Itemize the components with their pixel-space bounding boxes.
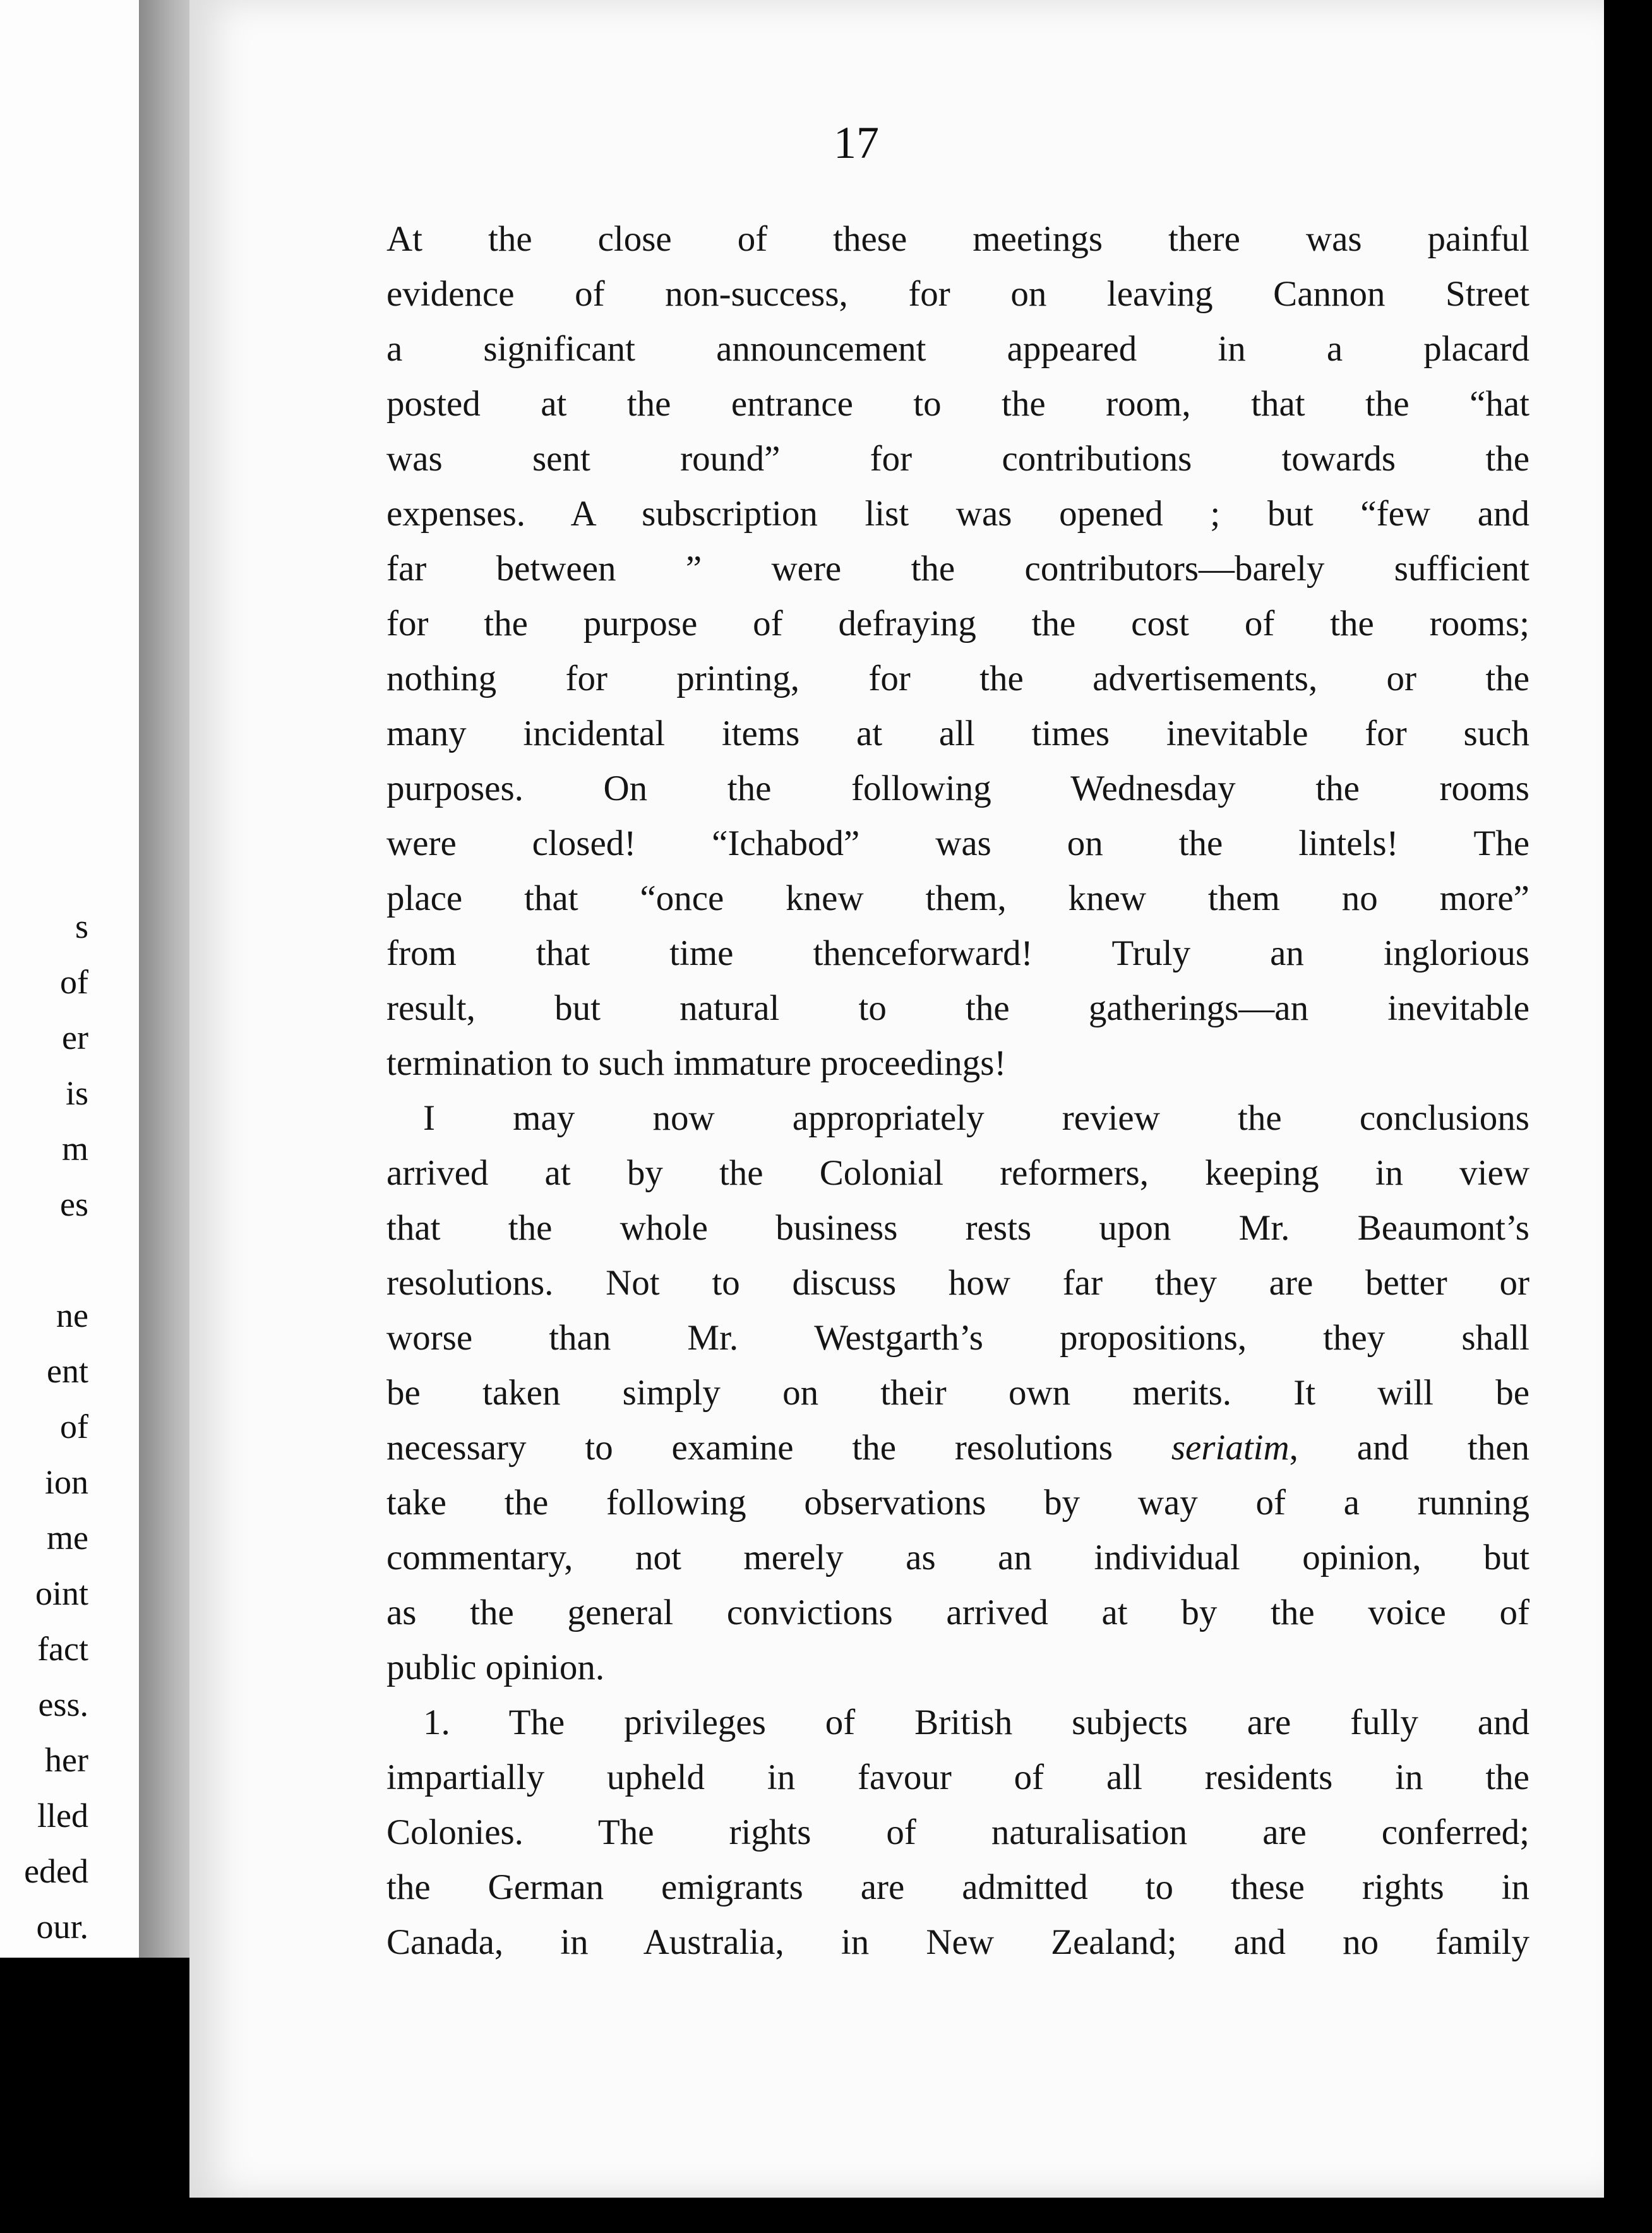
text-line: far between ” were the contributors—barely sufficient [386, 549, 1529, 589]
fragment-line: eded [24, 1852, 88, 1890]
text-line: take the following observations by way of a running [386, 1483, 1529, 1523]
fragment-line: our. [36, 1908, 88, 1946]
fragment-line: m [61, 1130, 88, 1168]
text-line: as the general convictions arrived at by the voice of [386, 1593, 1529, 1632]
fragment-line: es [60, 1185, 88, 1223]
fragment-line: lled [37, 1797, 88, 1835]
fragment-line: me [47, 1519, 88, 1557]
text-line: Canada, in Australia, in New Zealand; and no family [386, 1922, 1529, 1962]
paragraph [386, 212, 1529, 1091]
fragment-line: her [45, 1741, 88, 1779]
text-line: was sent round” for contributions towards the [386, 439, 1529, 479]
text-line: from that time thenceforward! Truly an inglorious [386, 933, 1529, 973]
fragment-line: is [65, 1074, 88, 1112]
text-line: arrived at by the Colonial reformers, keeping in view [386, 1153, 1529, 1193]
text-line: expenses. A subscription list was opened ; but “few and [386, 494, 1529, 534]
text-line: impartially upheld in favour of all residents in the [386, 1757, 1529, 1797]
text-line: 1. The privileges of British subjects are fully and [423, 1703, 1529, 1742]
text-line: nothing for printing, for the advertisements, or the [386, 659, 1529, 698]
text-line: I may now appropriately review the conclusions [423, 1098, 1529, 1138]
text-line: purposes. On the following Wednesday the rooms [386, 769, 1529, 808]
text-line: resolutions. Not to discuss how far they are better or [386, 1263, 1529, 1303]
fragment-line: ne [56, 1296, 88, 1334]
text-line: posted at the entrance to the room, that the “hat [386, 384, 1529, 424]
text-line: result, but natural to the gatherings—an inevitable [386, 988, 1529, 1028]
fragment-line: ess. [38, 1685, 88, 1723]
text-line: that the whole business rests upon Mr. Beaumont’s [386, 1208, 1529, 1248]
fragment-line: of [60, 963, 88, 1001]
fragment-line: ion [44, 1463, 88, 1501]
fragment-line: s [75, 907, 88, 945]
fragment-line: ent [47, 1352, 88, 1390]
text-line: necessary to examine the resolutions seriatim, and then [386, 1428, 1529, 1468]
text-line: At the close of these meetings there was painful [386, 219, 1529, 259]
text-line: evidence of non-success, for on leaving Cannon Street [386, 274, 1529, 314]
text-line: the German emigrants are admitted to these rights in [386, 1867, 1529, 1907]
text-line: termination to such immature proceedings! [386, 1043, 1007, 1083]
fragment-line: er [62, 1019, 88, 1057]
paragraph [386, 1091, 1529, 1695]
page-number: 17 [834, 117, 879, 168]
text-line: a significant announcement appeared in a placard [386, 329, 1529, 369]
text-line: commentary, not merely as an individual opinion, but [386, 1538, 1529, 1577]
text-line: many incidental items at all times inevitable for such [386, 714, 1529, 753]
body-text [386, 212, 1529, 1970]
fragment-line: of [60, 1408, 88, 1446]
text-line: worse than Mr. Westgarth’s propositions, they shall [386, 1318, 1529, 1358]
text-line: were closed! “Ichabod” was on the lintels! The [386, 823, 1529, 863]
text-line: Colonies. The rights of naturalisation are conferred; [386, 1812, 1529, 1852]
fragment-line: oint [35, 1574, 88, 1612]
text-line: for the purpose of defraying the cost of the rooms; [386, 604, 1529, 644]
text-line: public opinion. [386, 1648, 605, 1687]
text-line: be taken simply on their own merits. It will be [386, 1373, 1529, 1413]
book-page [189, 0, 1604, 2198]
text-line: place that “once knew them, knew them no more” [386, 878, 1529, 918]
paragraph [386, 1695, 1529, 1970]
fragment-line: fact [37, 1630, 88, 1668]
